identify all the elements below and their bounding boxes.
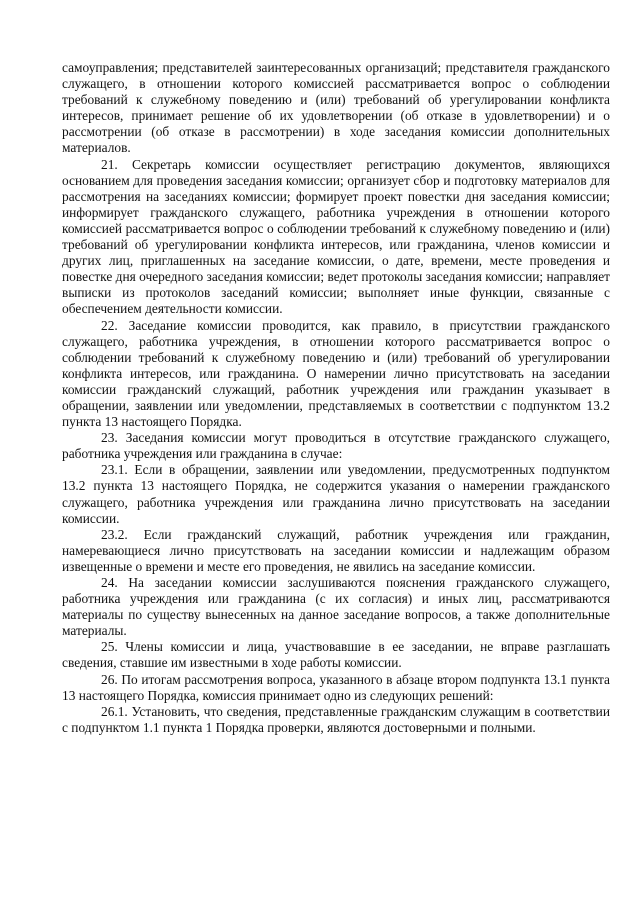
- document-body: [62, 60, 610, 736]
- paragraph-26: 26. По итогам рассмотрения вопроса, указанного в абзаце втором подпункта 13.1 пункта 13 настоящего Порядка, комиссия принимает одно из следующих решений:: [62, 671, 610, 703]
- paragraph-23-1: 23.1. Если в обращении, заявлении или уведомлении, предусмотренных подпунктом 13.2 пункта 13 настоящего Порядка, не содержится указания о намерении гражданского служащего, работника учреждения или гражданина лично присутствовать на заседании комиссии.: [62, 462, 610, 526]
- paragraph-26-1: 26.1. Установить, что сведения, представленные гражданским служащим в соответствии с подпунктом 1.1 пункта 1 Порядка проверки, являются достоверными и полными.: [62, 703, 610, 735]
- paragraph-24: 24. На заседании комиссии заслушиваются пояснения гражданского служащего, работника учреждения или гражданина (с их согласия) и иных лиц, рассматриваются материалы по существу вынесенных на данное заседание вопросов, а также дополнительные материалы.: [62, 575, 610, 639]
- paragraph-23: 23. Заседания комиссии могут проводиться в отсутствие гражданского служащего, работника учреждения или гражданина в случае:: [62, 430, 610, 462]
- paragraph-25: 25. Члены комиссии и лица, участвовавшие в ее заседании, не вправе разглашать сведения, ставшие им известными в ходе работы комиссии.: [62, 639, 610, 671]
- paragraph-22: 22. Заседание комиссии проводится, как правило, в присутствии гражданского служащего, работника учреждения, в отношении которого рассматривается вопрос о соблюдении требований к служебному поведению и (или) требований об урегулировании конфликта интересов, или гражданина. О намерении лично присутствовать на заседании комиссии гражданский служащий, работник учреждения или гражданин указывает в обращении, заявлении или уведомлении, представляемых в соответствии с подпунктом 13.2 пункта 13 настоящего Порядка.: [62, 317, 610, 430]
- paragraph-23-2: 23.2. Если гражданский служащий, работник учреждения или гражданин, намеревающиеся лично присутствовать на заседании комиссии и надлежащим образом извещенные о времени и месте его проведения, не явились на заседание комиссии.: [62, 526, 610, 574]
- paragraph-continuation: самоуправления; представителей заинтересованных организаций; представителя гражданского служащего, в отношении которого комиссией рассматривается вопрос о соблюдении требований к служебному поведению и (или) требований об урегулировании конфликта интересов, принимает решение об их удовлетворении (об отказе в удовлетворении) и о рассмотрении (об отказе в рассмотрении) в ходе заседания комиссии дополнительных материалов.: [62, 60, 610, 156]
- paragraph-21: 21. Секретарь комиссии осуществляет регистрацию документов, являющихся основанием для проведения заседания комиссии; организует сбор и подготовку материалов для рассмотрения на заседаниях комиссии; формирует проект повестки дня заседания комиссии; информирует гражданского служащего, работника учреждения в отношении которого комиссией рассматривается вопрос о соблюдении требований к служебному поведению и (или) требований об урегулировании конфликта интересов, или гражданина, членов комиссии и других лиц, приглашенных на заседание комиссии, о дате, времени, месте проведения и повестке дня очередного заседания комиссии; ведет протоколы заседания комиссии; направляет выписки из протоколов заседаний комиссии; выполняет иные функции, связанные с обеспечением деятельности комиссии.: [62, 156, 610, 317]
